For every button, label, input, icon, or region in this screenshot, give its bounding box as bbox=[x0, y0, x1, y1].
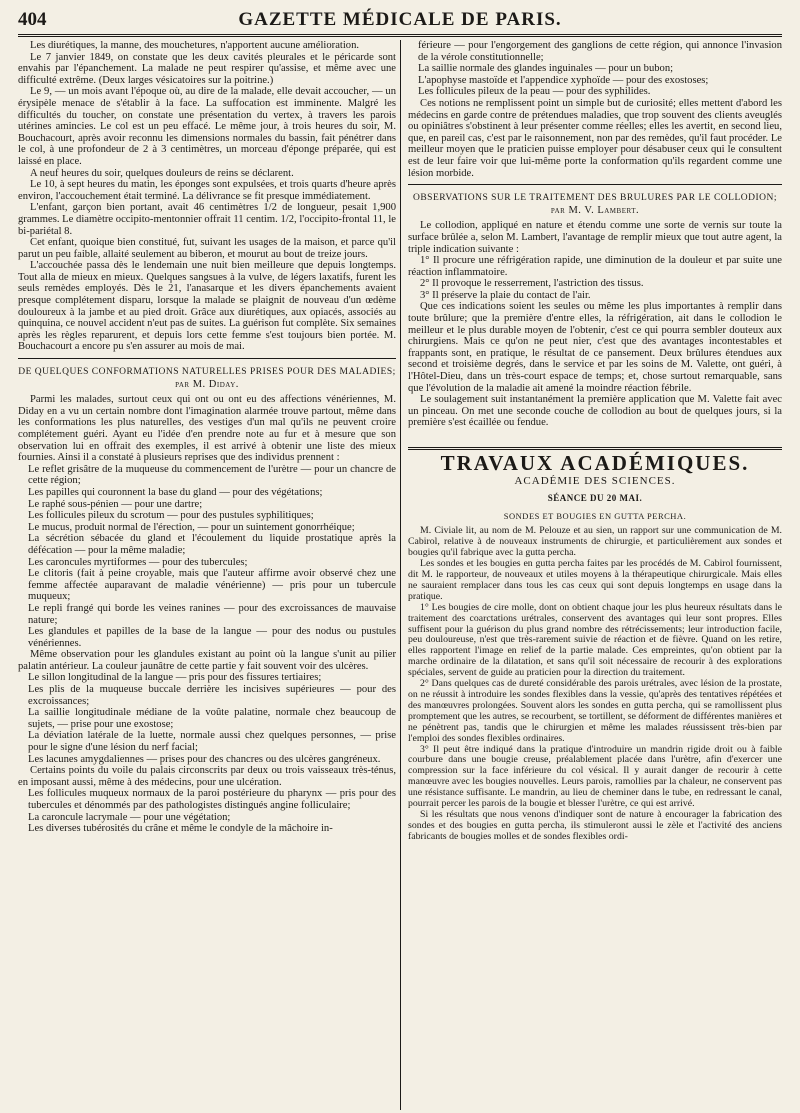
list-item: Les lacunes amygdaliennes — prises pour des chancres ou des ulcères gangréneux. bbox=[28, 753, 381, 765]
session-date: SÉANCE DU 20 MAI. bbox=[547, 493, 643, 504]
page-number: 404 bbox=[18, 9, 47, 30]
section-author: par M. V. Lambert. bbox=[550, 204, 640, 216]
section-title: OBSERVATIONS SUR LE TRAITEMENT DES BRULURES PAR LE COLLODION; bbox=[412, 193, 778, 204]
page-header bbox=[18, 6, 782, 36]
paragraph: Que ces indications soient les seules ou même les plus importantes à remplir dans toute brûlure; que la première d'entre elles, la réfrigération, ait dans le collodion le meilleur et le plus durable moyen de l'obtenir, c'est ce qui pourra sembler douteux aux chirurgiens. Mais ce qu'on ne peut nier, c'est que des avantages incontestables et frappants sont, en pratique, le résultat de ce pansement. Deux brûlures étendues aux second et troisième degrés, dans le service et par les soins de M. Valette, ont guéri, à l'Hôtel-Dieu, dans un très-court espace de temps; et, chose surtout remarquable, sans que l'évolution de la maladie ait amené la moindre réaction fébrile. bbox=[408, 301, 782, 394]
section-double-rule bbox=[408, 447, 782, 450]
paragraph: Cet enfant, quoique bien constitué, fut, suivant les usages de la maison, et parce qu'il parut un peu faible, allaité seulement au biberon, et mourut au bout de treize jours. bbox=[18, 237, 396, 260]
divider bbox=[408, 184, 782, 185]
paragraph: Le 9, — un mois avant l'époque où, au dire de la malade, elle devait accoucher, — un érysipèle menace de s'établir à la face. La suffocation est imminente. Malgré les difficultés du toucher, on constate une présentation du vertex, à travers les parois utérines amincies. Le col est un peu effacé. Le même jour, à trois heures du soir, M. Bouchacourt, après avoir reconnu les dimensions normales du bassin, fait pénétrer dans le col, à une profondeur de 2 à 3 centimètres, un morceau d'éponge préparée, qui est laissé en place. bbox=[18, 86, 396, 167]
list-item: La sécrétion sébacée du gland et l'écoulement du liquide prostatique après la défécation — pour la même maladie; bbox=[28, 533, 396, 556]
paragraph: A neuf heures du soir, quelques douleurs de reins se déclarent. bbox=[30, 167, 294, 179]
list-item: Les follicules pileux de la peau — pour des syphilides. bbox=[418, 86, 651, 98]
paragraph: Même observation pour les glandules existant au point où la langue s'unit au pilier palatin antérieur. La couleur jaunâtre de cette partie y fait souvent voir des ulcères. bbox=[18, 649, 396, 672]
list-item: Les plis de la muqueuse buccale derrière les incisives supérieures — pour des excroissances; bbox=[28, 684, 396, 707]
paragraph: 3° Il préserve la plaie du contact de l'air. bbox=[420, 289, 591, 301]
list-item: Les follicules pileux du scrotum — pour des pustules syphilitiques; bbox=[28, 510, 314, 522]
divider bbox=[18, 358, 396, 359]
paragraph: Certains points du voile du palais circonscrits par deux ou trois vaisseaux très-ténus, en imposant aussi, même à des médecins, pour une ulcération. bbox=[18, 765, 396, 788]
list-item: Le repli frangé qui borde les veines ranines — pour des excroissances de mauvaise nature; bbox=[28, 602, 396, 626]
section-heading bbox=[408, 193, 782, 216]
list-item: La déviation latérale de la luette, normale aussi chez quelques personnes, — prise pour le signe d'une lésion du nerf facial; bbox=[28, 730, 396, 754]
paragraph: Le 7 janvier 1849, on constate que les deux cavités pleurales et le péricarde sont envahis par l'épanchement. La malade ne peut respirer qu'assise, et même avec une difficulté extrême. (Deux larges vésicatoires sur la poitrine.) bbox=[18, 51, 396, 86]
list-item: Les papilles qui couronnent la base du gland — pour des végétations; bbox=[28, 486, 323, 498]
list-item: La saillie normale des glandes inguinales — pour un bubon; bbox=[418, 63, 674, 75]
paragraph: 1° Les bougies de cire molle, dont on obtient chaque jour les plus heureux résultats dans le traitement des coarctations urétrales, conservent des avantages qui leur sont propres. Elles suffisent pour la guérison du plus grand nombre des rétrécissements; leur introduction facile, peu douloureuse, n'est que très-rarement suivie de réaction et de fièvre. Quand on les retire, elles rapportent l'image en relief de la partie malade. Ces empreintes, qu'on obtient par la marche ordinaire de la dilatation, et sans qu'il soit nécessaire de recourir à des explorations spéciales, servent de guide au praticien pour la direction du traitement. bbox=[408, 601, 782, 679]
list-item: Le reflet grisâtre de la muqueuse du commencement de l'urètre — pour un chancre de cette région; bbox=[28, 463, 396, 487]
paragraph: Ces notions ne remplissent point un simple but de curiosité; elles mettent d'abord les médecins en garde contre de prétendues maladies, que trop souvent des clients aveuglés ou opiniâtres s'obstinent à leur présenter comme réelles; elles les avertit, en second lieu, que, en pareil cas, c'est par le raisonnement, non par des remèdes, qu'il faut procéder. Le meilleur moyen que le praticien puisse employer pour désabuser ceux qui le consultent est de leur faire voir que lui-même porte la conformation qu'ils regardent comme une lésion morbide. bbox=[408, 97, 782, 179]
list-item: Les follicules muqueux normaux de la paroi postérieure du pharynx — pris pour des tubercules et dénommés par des pathologistes distingués angine folliculaire; bbox=[28, 788, 396, 811]
paragraph: M. Civiale lit, au nom de M. Pelouze et au sien, un rapport sur une communication de M. Cabirol, relative à de nouveaux instruments de chirurgie, et particulièrement aux sondes et bougies qu'il fabrique avec la gutta percha. bbox=[408, 525, 782, 559]
list-item: Les caroncules myrtiformes — pour des tubercules; bbox=[28, 556, 248, 568]
paragraph: Les sondes et les bougies en gutta percha faites par les procédés de M. Cabirol fournissent, dit M. le rapporteur, de nouveaux et utiles moyens à la thérapeutique chirurgicale. Mais elles ne sauraient remplacer dans tous les cas ceux qui sont depuis longtemps en usage dans la pratique. bbox=[408, 558, 782, 602]
paragraph: 2° Il provoque le resserrement, l'astriction des tissus. bbox=[420, 278, 644, 290]
list-item: Le raphé sous-pénien — pour une dartre; bbox=[28, 498, 203, 510]
paragraph: 2° Dans quelques cas de dureté considérable des parois urétrales, avec lésion de la prostate, on ne réussit à introduire les sondes flexibles dans la vessie, qu'après des tentatives répétées et des manœuvres prolongées. Souvent alors les sondes en gutta percha, qui se ramollissent plus promptement que les autres, se recourbent, se tortillent, se déforment de différentes manières et ne pénètrent pas, tandis que le chirurgien et même les malades réussissent très-bien par l'emploi des sondes flexibles ordinaires. bbox=[408, 678, 782, 744]
list-item: Le mucus, produit normal de l'érection, — pour un suintement gonorrhéique; bbox=[28, 521, 355, 533]
article-subtitle: SONDES ET BOUGIES EN GUTTA PERCHA. bbox=[503, 510, 687, 521]
list-item: La saillie longitudinale médiane de la voûte palatine, normale chez beaucoup de sujets, — prise pour une exostose; bbox=[28, 707, 396, 730]
journal-title: GAZETTE MÉDICALE DE PARIS. bbox=[238, 9, 562, 30]
list-item: L'apophyse mastoïde et l'appendice xyphoïde — pour des exostoses; bbox=[418, 74, 709, 86]
section-banner-title: TRAVAUX ACADÉMIQUES. bbox=[440, 451, 750, 475]
right-column bbox=[408, 40, 782, 1110]
column-rule bbox=[400, 40, 401, 1110]
section-title: DE QUELQUES CONFORMATIONS NATURELLES PRISES POUR DES MALADIES; bbox=[18, 367, 396, 378]
list-item: Le sillon longitudinal de la langue — pris pour des fissures tertiaires; bbox=[28, 672, 322, 684]
paragraph: Le 10, à sept heures du matin, les éponges sont expulsées, et trois quarts d'heure après environ, l'accouchement était terminé. La délivrance se fit presque immédiatement. bbox=[18, 179, 396, 202]
paragraph: 3° Il peut être indiqué dans la pratique d'introduire un mandrin rigide droit ou à faible courbure dans une bougie creuse, préalablement placée dans l'urètre, afin d'exercer une compression sur la face inférieure du col vésical. Il y aurait danger de recourir à cette manœuvre avec les bougies nouvelles. Leurs parois, ramollies par la chaleur, ne conservent pas une résistance suffisante. Le mandrin, au lieu de cheminer dans le tube, en redressant le canal, pourrait percer les parois de la bougie et blesser l'urètre, ce qui est arrivé. bbox=[408, 743, 782, 810]
academy-heading: ACADÉMIE DES SCIENCES. bbox=[514, 474, 676, 487]
list-item: Les glandules et papilles de la base de la langue — pour des nodus ou pustules vénériennes. bbox=[28, 626, 396, 649]
paragraph: L'enfant, garçon bien portant, avait 46 centimètres 1/2 de longueur, pesait 1,900 grammes. Le diamètre occipito-mentonnier offrait 11 centim. 1/2, l'occipito-frontal 11, le bi-pariétal 8. bbox=[18, 202, 396, 237]
left-column bbox=[18, 40, 396, 1110]
paragraph: 1° Il procure une réfrigération rapide, une diminution de la douleur et par suite une réaction inflammatoire. bbox=[408, 255, 782, 278]
paragraph: Parmi les malades, surtout ceux qui ont ou ont eu des affections vénériennes, M. Diday en a vu un certain nombre dont l'imagination alarmée trouve partout, même dans les conformations les plus naturelles, des vestiges d'un mal qu'ils ne peuvent croire complétement guéri. Ayant eu l'idée d'en prendre note au fur et à mesure que son observation lui en offrait des exemples, il est arrivé à obtenir une liste des mieux fournies. Ainsi il a constaté à plusieurs reprises que des individus prennent : bbox=[18, 394, 396, 464]
list-item: Le clitoris (fait à peine croyable, mais que l'auteur affirme avoir observé chez une femme affectée auparavant de maladie vénérienne) — pris pour un tubercule muqueux; bbox=[28, 568, 396, 603]
section-heading bbox=[18, 367, 396, 390]
paragraph: L'accouchée passa dès le lendemain une nuit bien meilleure que depuis longtemps. Tout alla de mieux en mieux. Quelques sangsues à la vulve, de légers laxatifs, furent les seuls remèdes employés. Dès le 21, l'anasarque et les divers épanchements avaient presque complétement disparu, lorsque la malade se plaignit de nouveau d'un œdème douloureux à la jambe et au pied droit. Grâce aux diurétiques, aux opiacés, associés au quinquina, ce nouvel accident n'eut pas de suites. La guérison fut complète. Six semaines après les règles reparurent, et depuis lors cette femme s'est toujours bien portée. M. Bouchacourt a encore pu s'en assurer au mois de mai. bbox=[18, 260, 396, 353]
header-rule bbox=[18, 34, 782, 37]
paragraph: Le collodion, appliqué en nature et étendu comme une sorte de vernis sur toute la surface brûlée a, selon M. Lambert, l'avantage de remplir mieux que tout autre agent, la triple indication suivante : bbox=[408, 220, 782, 255]
list-item: férieure — pour l'engorgement des ganglions de cette région, qui annonce l'invasion de la vérole constitutionnelle; bbox=[418, 40, 782, 63]
list-item: La caroncule lacrymale — pour une végétation; bbox=[28, 811, 231, 823]
paragraph: Le soulagement suit instantanément la première application que M. Valette fait avec un pinceau. On met une seconde couche de collodion au bout de quelques jours, si la première s'est écaillée ou fendue. bbox=[408, 394, 782, 429]
paragraph: Si les résultats que nous venons d'indiquer sont de nature à encourager la fabrication des sondes et des bougies en gutta percha, ils stimuleront aussi le zèle et l'activité des anciens fabricants de bougies molles et de sondes flexibles ordi- bbox=[408, 808, 782, 842]
list-item: Les diverses tubérosités du crâne et même le condyle de la mâchoire in- bbox=[28, 823, 333, 835]
section-author: par M. Diday. bbox=[175, 378, 239, 390]
paragraph: Les diurétiques, la manne, des mouchetures, n'apportent aucune amélioration. bbox=[30, 40, 360, 51]
